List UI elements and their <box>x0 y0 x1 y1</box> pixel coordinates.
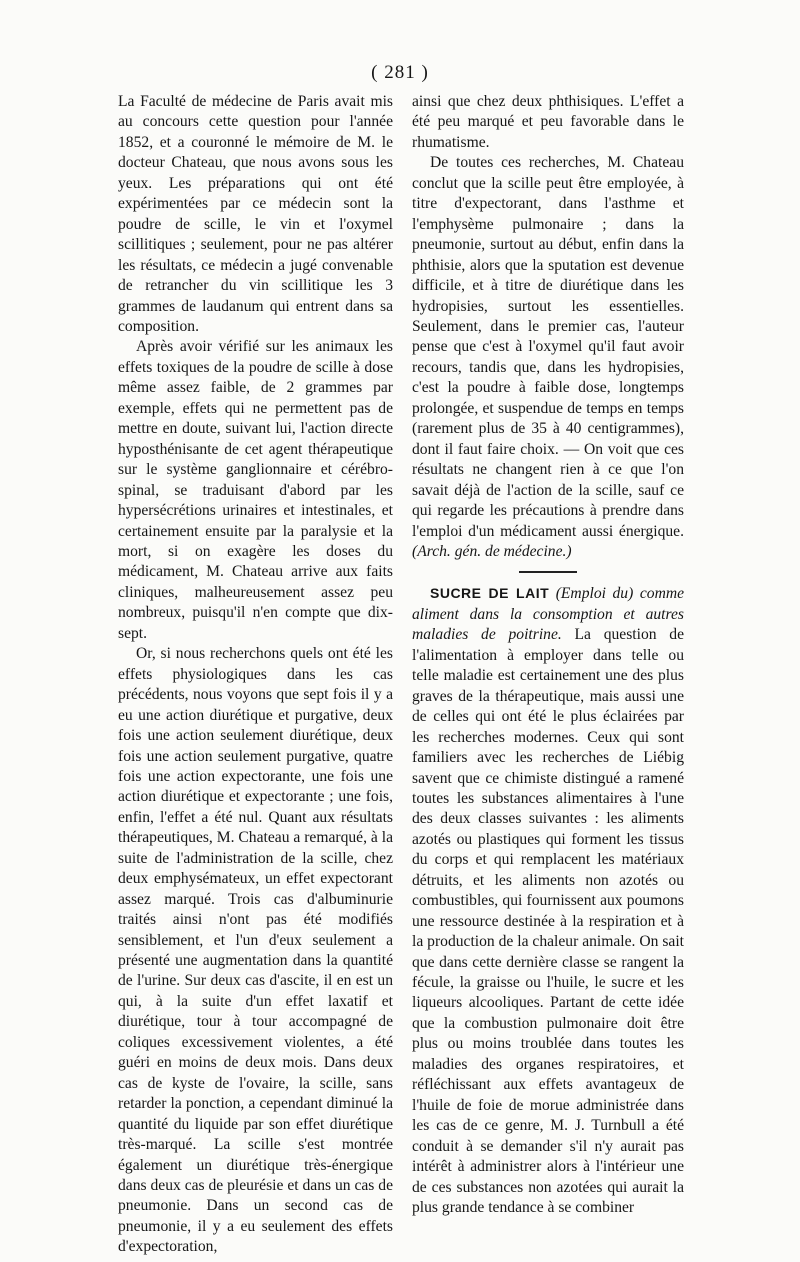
article-subtitle: (Emploi du) comme aliment dans la consomption et autres maladies de poitrine. <box>412 585 685 644</box>
paragraph-text: De toutes ces recherches, M. Chateau conclut que la scille peut être employée, à titre d'expectorant, dans l'asthme et l'emphysème pulmonaire ; dans la pneumonie, surtout au début, enfin dans la phthisie, alors que la sputation est devenue difficile, et à titre de diurétique dans les hydropisies, surtout les essentielles. Seulement, dans le premier cas, l'auteur pense que c'est à l'oxymel qu'il faut avoir recours, tandis que, dans les hydropisies, c'est la poudre à faible dose, longtemps prolongée, et suspendue de temps en temps (rarement plus de 35 à 40 centigrammes), dont il faut faire choix. — On voit que ces résultats ne changent rien à ce que l'on savait déjà de l'action de la scille, sauf ce qui regarde les précautions à prendre dans l'emploi d'un médicament aussi énergique. <box>412 154 684 540</box>
section-divider <box>519 571 577 573</box>
right-column <box>412 92 684 1218</box>
paragraph: Après avoir vérifié sur les animaux les effets toxiques de la poudre de scille à dose même assez faible, de 2 grammes par exemple, effets qui ne permettent pas de mettre en doute, suivant lui, l'action directe hyposthénisante de cet agent thérapeutique sur le système ganglionnaire et cérébro-spinal, se traduisant d'abord par les hypersécrétions urinaires et intestinales, et certainement ensuite par la paralysie et la mort, si on exagère les doses du médicament, M. Chateau arrive aux faits cliniques, malheureusement assez peu nombreux, puisqu'il n'en compte que dix-sept. <box>118 338 393 642</box>
paragraph <box>412 153 684 562</box>
paragraph: Or, si nous recherchons quels ont été les effets physiologiques dans les cas précédents, nous voyons que sept fois il y a eu une action diurétique et purgative, deux fois une action seulement diurétique, deux fois une action seulement purgative, quatre fois une action expectorante, une fois une action diurétique et expectorante ; une fois, enfin, l'effet a été nul. Quant aux résultats thérapeutiques, M. Chateau a remarqué, à la suite de l'administration de la scille, chez deux emphysémateux, un effet expectorant assez marqué. Trois cas d'albuminurie traités ainsi n'ont pas été modifiés sensiblement, et l'un d'eux seulement a présenté une augmentation dans la quantité de l'urine. Sur deux cas d'ascite, il en est un qui, à la suite d'un effet laxatif et diurétique, tour à tour accompagné de coliques excessivement violentes, a été guéri en moins de deux mois. Dans deux cas de kyste de l'ovaire, la scille, sans retarder la ponction, a cependant diminué la quantité du liquide par son effet diurétique très-marqué. La scille s'est montrée également un diurétique très-énergique dans deux cas de pleurésie et dans un cas de pneumonie. Dans un second cas de pneumonie, il y a eu seulement des effets d'expectoration, <box>118 645 393 1256</box>
citation: (Arch. gén. de médecine.) <box>412 542 572 560</box>
article-heading-paragraph <box>412 583 684 1218</box>
paragraph: ainsi que chez deux phthisiques. L'effet a été peu marqué et peu favorable dans le rhumatisme. <box>412 93 684 151</box>
page-number: ( 281 ) <box>371 62 429 83</box>
article-rubric: SUCRE DE LAIT <box>430 585 550 602</box>
paragraph-text: La question de l'alimentation à employer dans telle ou telle maladie est certainement une des plus graves de la thérapeutique, mais aussi une de celles qui ont été le plus éclairées par les recherches modernes. Ceux qui sont familiers avec les recherches de Liébig savent que ce chimiste distingué a ramené toutes les substances alimentaires à l'une des deux classes suivantes : les aliments azotés ou plastiques qui forment les tissus du corps et qui remplacent les matériaux détruits, et les aliments non azotés ou combustibles, qui fournissent aux poumons une ressource destinée à la respiration et à la production de la chaleur animale. On sait que dans cette dernière classe se rangent la fécule, la graisse ou l'huile, le sucre et les liqueurs alcooliques. Partant de cette idée que la combustion pulmonaire doit être plus ou moins troublée dans toutes les maladies des organes respiratoires, et réfléchissant aux effets avantageux de l'huile de foie de morue administrée dans les cas de ce genre, M. J. Turnbull a été conduit à se demander s'il n'y aurait pas intérêt à administrer alors à l'intérieur une de ces substances non azotées qui aurait la plus grande tendance à se combiner <box>412 626 684 1217</box>
left-column <box>118 92 393 1258</box>
paragraph: La Faculté de médecine de Paris avait mis au concours cette question pour l'année 1852, et a couronné le mémoire de M. le docteur Chateau, que nous avons sous les yeux. Les préparations qui ont été expérimentées par ce médecin sont la poudre de scille, le vin et l'oxymel scillitiques ; seulement, pour ne pas altérer les résultats, ce médecin a jugé convenable de retrancher du vin scillitique les 3 grammes de laudanum qui entrent dans sa composition. <box>118 93 393 335</box>
